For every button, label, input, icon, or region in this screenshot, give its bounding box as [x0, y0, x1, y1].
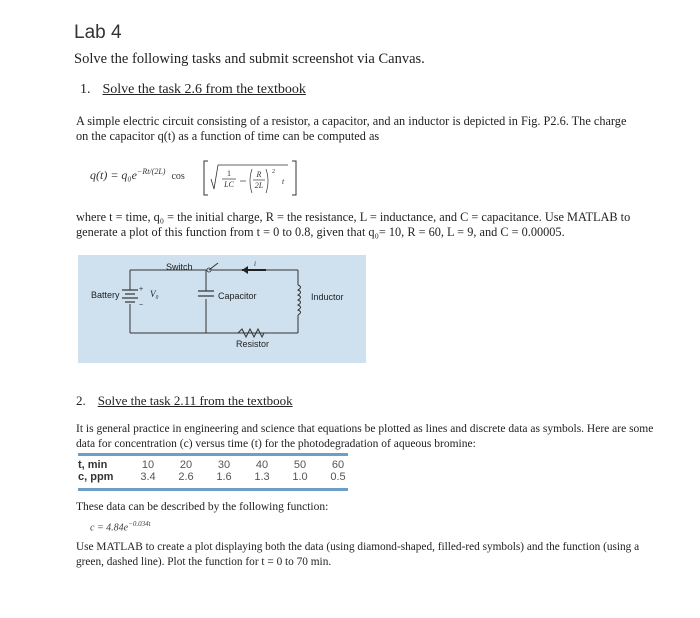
resistor-label: Resistor — [236, 339, 270, 349]
battery-plus: + — [139, 286, 144, 293]
task1-number: 1. — [80, 82, 91, 97]
task1-where-line-1: where t = time, q₀ = the initial charge, R = the resistance, L = inductance, and C = capacitance. Use MATLAB to — [76, 210, 631, 224]
table-row-concentration — [78, 471, 348, 485]
c-value: 2.6 — [178, 471, 194, 483]
task1-where-line-2: generate a plot of this function from t = 0 to 0.8, given that q₀= 10, R = 60, L = 9, and C = 0.00005. — [76, 225, 565, 239]
concentration-label: c, ppm — [78, 471, 114, 483]
inductor-coil-icon — [298, 285, 301, 315]
task2-paragraph-line-1: It is general practice in engineering and science that equations be plotted as lines and discrete data as symbols. Here are some — [76, 423, 654, 435]
formula-t: t — [282, 177, 285, 186]
task2-number: 2. — [76, 393, 86, 408]
formula-lc: LC — [224, 180, 234, 189]
task1-paragraph-line-1: A simple electric circuit consisting of a resistor, a capacitor, and an inductor is depicted in Fig. P2.6. The charge — [76, 114, 627, 128]
formula-cos: cos — [171, 171, 185, 182]
time-label: t, min — [78, 459, 108, 471]
inductor-label: Inductor — [311, 292, 344, 302]
formula-exponent: −Rt/(2L) — [136, 167, 166, 176]
task2-use-line-2: green, dashed line). Plot the function for t = 0 to 70 min. — [76, 556, 332, 568]
formula-one: 1 — [227, 169, 231, 178]
v0-label: V₀ — [150, 289, 159, 299]
task1-title: Solve the task 2.6 from the textbook — [102, 82, 306, 97]
table-bottom-rule — [78, 488, 348, 491]
c-value: 1.0 — [292, 471, 308, 483]
formula-bracket — [202, 159, 298, 197]
charge-formula — [90, 167, 185, 183]
formula-2l: 2L — [254, 181, 264, 190]
capacitor-label: Capacitor — [218, 291, 257, 301]
t-value: 50 — [293, 459, 307, 471]
current-label: i — [254, 260, 256, 268]
formula-lhs: q(t) = q₀e — [90, 168, 137, 182]
c-value: 1.3 — [254, 471, 270, 483]
task2-title: Solve the task 2.11 from the textbook — [97, 393, 293, 408]
c-value: 1.6 — [216, 471, 232, 483]
task1-heading — [80, 82, 306, 98]
t-value: 20 — [179, 459, 193, 471]
page-title: Lab 4 — [74, 22, 122, 43]
table-top-rule — [78, 453, 348, 456]
formula-r: R — [256, 170, 262, 179]
t-value: 30 — [217, 459, 231, 471]
equation-exponent: −0.034t — [128, 520, 151, 528]
battery-label: Battery — [91, 290, 120, 300]
task2-heading — [76, 393, 293, 409]
task2-paragraph-line-2: data for concentration (c) versus time (t) for the photodegradation of aqueous bromine: — [76, 438, 476, 450]
equation-base: c = 4.84e — [90, 522, 129, 534]
function-intro: These data can be described by the following function: — [76, 501, 329, 513]
c-value: 3.4 — [140, 471, 156, 483]
t-value: 10 — [141, 459, 155, 471]
instructions: Solve the following tasks and submit screenshot via Canvas. — [74, 51, 425, 67]
t-value: 40 — [255, 459, 269, 471]
task1-paragraph-line-2: on the capacitor q(t) as a function of time can be computed as — [76, 129, 380, 143]
c-value: 0.5 — [330, 471, 346, 483]
t-value: 60 — [331, 459, 345, 471]
switch-label: Switch — [166, 262, 193, 272]
circuit-diagram — [78, 255, 366, 363]
decay-equation — [90, 520, 151, 533]
battery-minus: − — [139, 302, 144, 309]
task2-use-line-1: Use MATLAB to create a plot displaying both the data (using diamond-shaped, filled-red symbols) and the function (using a — [76, 541, 640, 553]
formula-power: 2 — [272, 169, 275, 175]
